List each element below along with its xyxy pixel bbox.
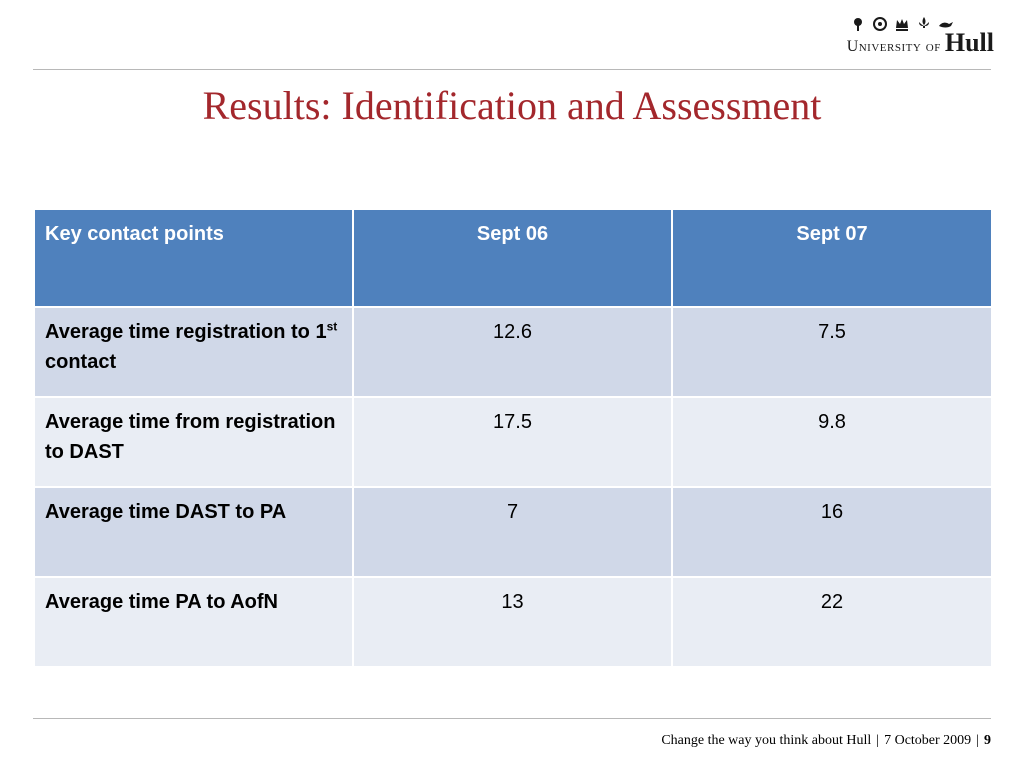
table-header-row [34,209,992,307]
cell-sept-07: 16 [672,487,992,577]
bottom-divider [33,718,991,719]
cell-sept-06: 17.5 [353,397,672,487]
cell-sept-06: 13 [353,577,672,667]
cell-sept-07: 7.5 [672,307,992,397]
header-sept-06: Sept 06 [353,209,672,307]
table-row [34,397,992,487]
table-row [34,307,992,397]
logo-wordmark [847,28,994,58]
logo-name: Hull [944,28,994,57]
header-sept-07: Sept 07 [672,209,992,307]
row-label: Average time PA to AofN [34,577,353,667]
footer-separator: | [876,733,880,748]
header-key-contact-points: Key contact points [34,209,353,307]
cell-sept-06: 7 [353,487,672,577]
footer-date: 7 October 2009 [884,733,972,748]
footer [661,733,991,749]
university-logo [794,16,994,56]
slide-title: Results: Identification and Assessment [202,83,822,128]
row-label-main: Average time registration to 1 [45,321,327,343]
cell-sept-07: 9.8 [672,397,992,487]
cell-sept-06: 12.6 [353,307,672,397]
footer-separator: | [976,733,979,748]
row-label-sup: st [326,319,338,334]
row-label: Average time from registration to DAST [34,397,353,487]
footer-tagline: Change the way you think about Hull [661,733,872,748]
row-label: Average time DAST to PA [34,487,353,577]
page-number: 9 [984,733,991,748]
results-table [33,208,993,668]
row-label [34,307,353,397]
row-label-tail: contact [45,351,117,373]
table-row [34,577,992,667]
cell-sept-07: 22 [672,577,992,667]
table-row [34,487,992,577]
logo-prefix: University of [846,38,941,55]
top-divider [33,69,991,70]
